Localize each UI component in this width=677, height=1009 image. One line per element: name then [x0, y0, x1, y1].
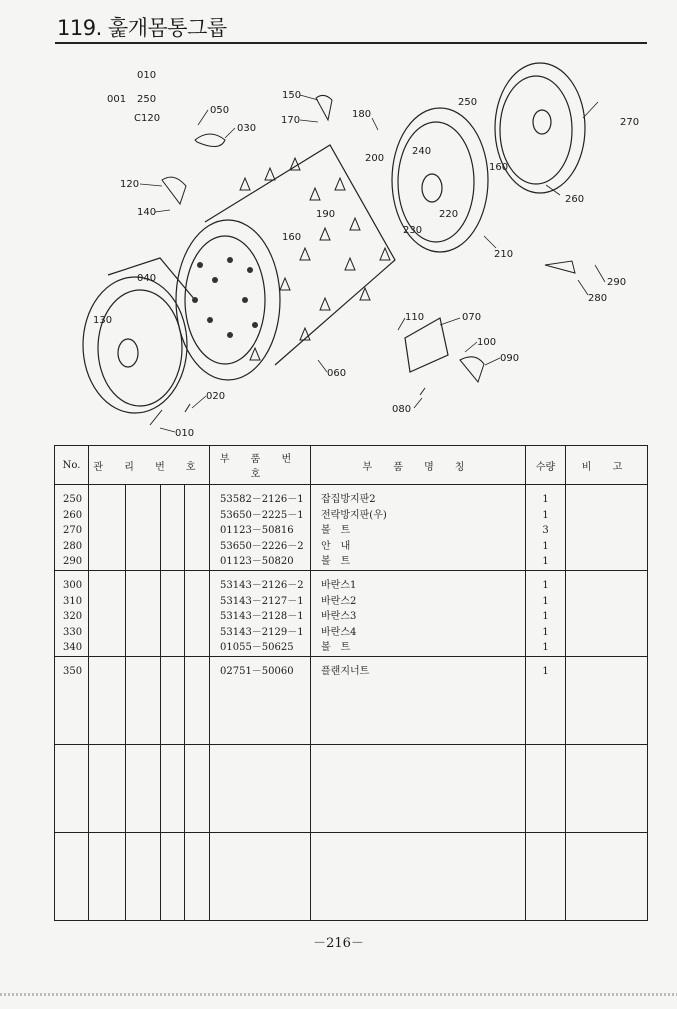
parts-table	[54, 445, 648, 921]
cell-qty-value: 1	[542, 666, 549, 677]
callout-label: 060	[327, 368, 347, 379]
cell-mgmt-4	[185, 571, 210, 657]
cell-qty-value: 1	[542, 626, 549, 638]
cell-mgmt-1	[89, 833, 126, 921]
cell-qty	[526, 745, 566, 833]
callout-label: 030	[237, 123, 257, 134]
parts-table-body	[55, 485, 648, 921]
cell-mgmt-2	[126, 833, 161, 921]
cell-mgmt-1	[89, 657, 126, 745]
cell-part-number-value: 01123－50816	[220, 525, 294, 536]
cell-note	[566, 571, 648, 657]
cell-no-value: 290	[63, 556, 83, 567]
cell-qty-value: 1	[542, 556, 549, 567]
cell-part-number	[210, 657, 311, 745]
cell-no-value: 350	[63, 666, 83, 677]
callout-label: 190	[316, 209, 336, 220]
callout-label: 130	[93, 315, 113, 326]
cell-mgmt-4	[185, 745, 210, 833]
plate-drawing	[405, 318, 448, 372]
callout-label: 160	[282, 232, 302, 243]
cell-part-number-value: 53582－2126－1	[220, 494, 304, 505]
cell-no	[55, 571, 89, 657]
callout-label: 200	[365, 153, 385, 164]
header-note: 비 고	[566, 446, 648, 485]
callout-label: 090	[500, 353, 520, 364]
cell-mgmt-1	[89, 745, 126, 833]
callout-label: 080	[392, 404, 412, 415]
cell-no-value: 320	[63, 611, 83, 622]
cell-mgmt-2	[126, 745, 161, 833]
cell-mgmt-4	[185, 485, 210, 571]
cell-no	[55, 657, 89, 745]
table-row-group	[55, 833, 648, 921]
cell-qty-value: 1	[542, 509, 549, 521]
callout-label: 270	[620, 117, 640, 128]
cell-qty-value: 3	[542, 525, 549, 536]
cell-mgmt-3	[161, 745, 185, 833]
cell-note	[566, 657, 648, 745]
cell-part-name-value: 볼 트	[321, 556, 351, 567]
callout-label: 180	[352, 109, 372, 120]
cell-part-name-value: 플랜지너트	[321, 666, 370, 677]
header-part-number: 부 품 번 호	[210, 446, 311, 485]
leader-lines	[140, 95, 608, 432]
cell-part-number-value: 53143－2128－1	[220, 611, 304, 622]
cell-part-number-value: 53143－2129－1	[220, 626, 304, 638]
cell-no-value: 300	[63, 580, 83, 591]
callout-label: 210	[494, 249, 514, 260]
cell-part-name-value: 바란스1	[321, 580, 357, 591]
callout-label: 050	[210, 105, 230, 116]
cell-part-number-value: 01123－50820	[220, 556, 294, 567]
cell-part-number-value: 53143－2126－2	[220, 580, 304, 591]
cell-note	[566, 745, 648, 833]
table-row-group	[55, 745, 648, 833]
cell-part-name-value: 잡집방지판2	[321, 494, 376, 505]
callout-label: 280	[588, 293, 608, 304]
cell-mgmt-3	[161, 485, 185, 571]
callout-label: 010	[137, 70, 157, 81]
cell-qty-value: 1	[542, 642, 549, 653]
rotor-drum-drawing	[176, 145, 395, 380]
callout-label: 220	[439, 209, 459, 220]
cell-part-number-value: 53650－2226－2	[220, 540, 304, 552]
table-row-group	[55, 485, 648, 571]
cell-part-name	[311, 485, 526, 571]
cell-no-value: 270	[63, 525, 83, 536]
callout-label: 250	[458, 97, 478, 108]
cell-mgmt-3	[161, 571, 185, 657]
cell-part-name-value: 볼 트	[321, 525, 351, 536]
cell-no	[55, 745, 89, 833]
cell-part-number-value: 53143－2127－1	[220, 595, 304, 607]
callout-label: 110	[405, 312, 425, 323]
cell-part-number	[210, 571, 311, 657]
cell-part-name	[311, 745, 526, 833]
cell-note	[566, 485, 648, 571]
cell-part-name-value: 바란스4	[321, 626, 357, 638]
cell-no-value: 330	[63, 626, 83, 638]
cell-no-value: 280	[63, 540, 83, 552]
callout-label: 250	[137, 94, 157, 105]
callout-label: 001	[107, 94, 127, 105]
callout-label: 240	[412, 146, 432, 157]
cell-qty-value: 1	[542, 494, 549, 505]
cell-qty-value: 1	[542, 611, 549, 622]
callout-label: 100	[477, 337, 497, 348]
callout-label: 290	[607, 277, 627, 288]
cell-part-number-value: 53650－2225－1	[220, 509, 304, 521]
callout-label: C120	[134, 113, 161, 124]
cell-part-number	[210, 485, 311, 571]
cell-no-value: 260	[63, 509, 83, 521]
callout-label: 070	[462, 312, 482, 323]
callout-label: 040	[137, 273, 157, 284]
callout-label: 230	[403, 225, 423, 236]
cell-mgmt-2	[126, 485, 161, 571]
cell-part-number-value: 01055－50625	[220, 642, 294, 653]
callout-label: 020	[206, 391, 226, 402]
bracket-drawings	[150, 95, 575, 425]
cell-part-number-value: 02751－50060	[220, 666, 294, 677]
cell-qty-value: 1	[542, 580, 549, 591]
header-no: No.	[55, 446, 89, 485]
right-disc-drawing	[495, 63, 585, 193]
cell-qty	[526, 657, 566, 745]
cell-part-name	[311, 657, 526, 745]
cell-note	[566, 833, 648, 921]
cell-qty-value: 1	[542, 540, 549, 552]
table-row-group	[55, 657, 648, 745]
header-mgmt-number: 관 리 번 호	[89, 446, 210, 485]
cell-qty	[526, 485, 566, 571]
cell-no-value: 340	[63, 642, 83, 653]
footer-rule	[0, 993, 677, 996]
cell-qty-value: 1	[542, 595, 549, 607]
cell-mgmt-2	[126, 657, 161, 745]
table-row-group	[55, 571, 648, 657]
callout-label: 170	[281, 115, 301, 126]
page-title: 119. 훑개몸통그룹	[57, 16, 227, 40]
cell-no-value: 250	[63, 494, 83, 505]
cell-part-name-value: 안 내	[321, 540, 351, 552]
callout-label: 260	[565, 194, 585, 205]
cell-qty	[526, 571, 566, 657]
cell-mgmt-1	[89, 485, 126, 571]
cell-part-name	[311, 833, 526, 921]
callout-label: 010	[175, 428, 195, 439]
callout-label: 120	[120, 179, 140, 190]
cell-part-number	[210, 833, 311, 921]
callout-label: 140	[137, 207, 157, 218]
rotor-teeth-drawing	[192, 257, 258, 338]
cell-mgmt-1	[89, 571, 126, 657]
cell-part-name-value: 전락방지판(우)	[321, 509, 387, 521]
callout-labels	[93, 70, 639, 439]
cell-part-number	[210, 745, 311, 833]
title-rule	[55, 42, 647, 44]
header-part-name: 부 품 명 칭	[311, 446, 526, 485]
callout-label: 160	[489, 162, 509, 173]
cell-no	[55, 485, 89, 571]
cell-qty	[526, 833, 566, 921]
header-qty: 수량	[526, 446, 566, 485]
exploded-parts-diagram	[0, 50, 677, 440]
cell-no-value: 310	[63, 595, 83, 607]
cell-part-name	[311, 571, 526, 657]
cell-part-name-value: 볼 트	[321, 642, 351, 653]
cell-mgmt-3	[161, 657, 185, 745]
cell-mgmt-3	[161, 833, 185, 921]
cell-part-name-value: 바란스3	[321, 611, 357, 622]
cell-mgmt-4	[185, 657, 210, 745]
cell-mgmt-4	[185, 833, 210, 921]
table-header-row	[55, 446, 648, 485]
cell-no	[55, 833, 89, 921]
cell-part-name-value: 바란스2	[321, 595, 357, 607]
cell-mgmt-2	[126, 571, 161, 657]
callout-label: 150	[282, 90, 302, 101]
page-number: －216－	[313, 936, 364, 951]
